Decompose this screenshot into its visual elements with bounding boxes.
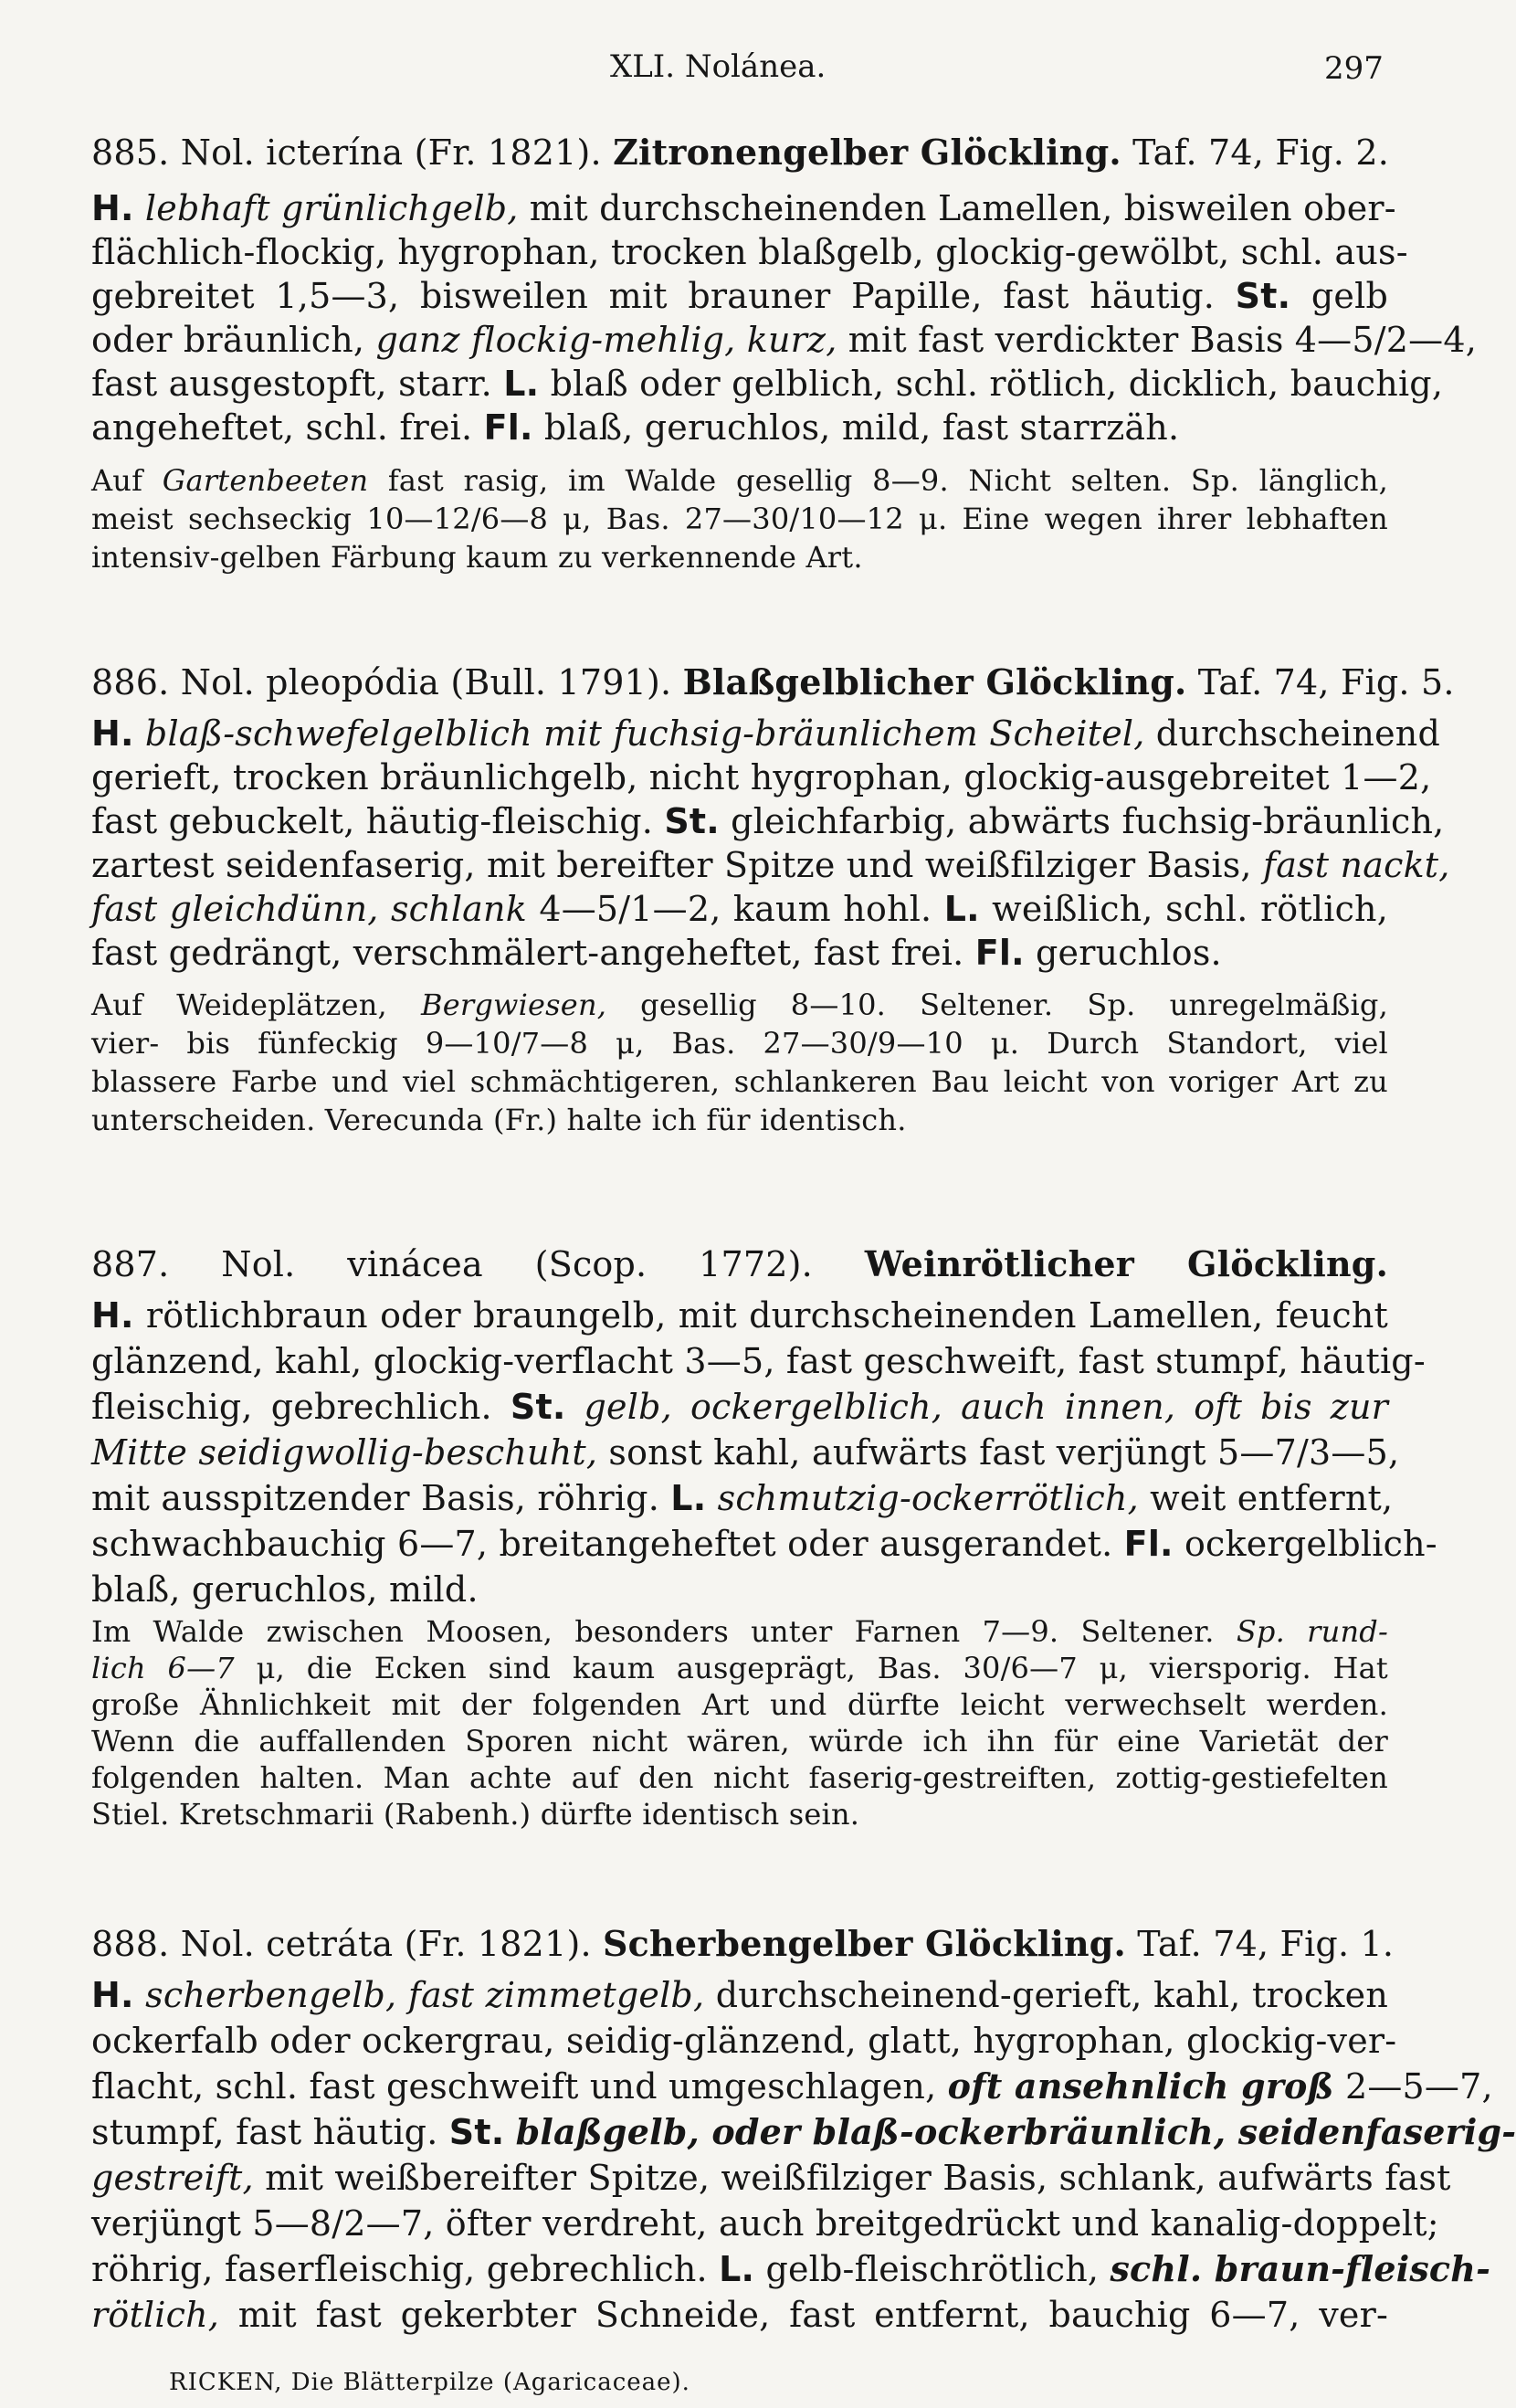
text-run: blaß, geruchlos, mild, fast starrzäh. bbox=[532, 407, 1180, 448]
text-run: 885. Nol. icterína (Fr. 1821). bbox=[91, 132, 614, 173]
note-line bbox=[91, 987, 1388, 1022]
text-run: 2—5—7, bbox=[1333, 2066, 1493, 2107]
text-run: fast gedrängt, verschmälert-angeheftet, fast frei. bbox=[91, 933, 975, 973]
entry-line bbox=[91, 1569, 1388, 1610]
text-run bbox=[134, 713, 145, 754]
note-line bbox=[91, 1724, 1388, 1758]
entry-line bbox=[91, 232, 1408, 272]
text-run: mit durchscheinenden Lamellen, bisweilen ober- bbox=[518, 188, 1396, 228]
running-title: XLI. Nolánea. bbox=[610, 48, 826, 85]
text-run: folgenden halten. Man achte auf den nicht faserig-gestreiften, zottig-gestiefelten bbox=[91, 1760, 1388, 1795]
section-marker: L. bbox=[719, 2249, 755, 2289]
text-run: gleichfarbig, abwärts fuchsig-bräunlich, bbox=[719, 801, 1445, 841]
note-line bbox=[91, 1797, 1388, 1832]
text-run: fast gebuckelt, häutig-fleischig. bbox=[91, 801, 665, 841]
text-run: gerieft, trocken bräunlichgelb, nicht hygrophan, glockig-ausgebreitet 1—2, bbox=[91, 757, 1432, 797]
section-marker: H. bbox=[91, 188, 134, 228]
section-marker: St. bbox=[1235, 276, 1291, 316]
entry-line bbox=[91, 364, 1444, 404]
entry-line bbox=[91, 276, 1388, 316]
text-run: gelb-fleischrötlich, bbox=[754, 2249, 1111, 2289]
text-run: 4—5/1—2, kaum hohl. bbox=[526, 889, 944, 929]
text-run: Scherbengelber Glöckling. bbox=[603, 1923, 1126, 1964]
section-marker: H. bbox=[91, 1975, 134, 2015]
note-line bbox=[91, 1064, 1388, 1099]
text-run: mit fast gekerbter Schneide, fast entfernt, bauchig 6—7, ver- bbox=[219, 2295, 1388, 2335]
text-run: fast rasig, im Walde gesellig 8—9. Nicht selten. Sp. länglich, bbox=[368, 463, 1388, 498]
text-run: Gartenbeeten bbox=[162, 463, 369, 498]
text-run: glänzend, kahl, glockig-verflacht 3—5, fast geschweift, fast stumpf, häutig- bbox=[91, 1341, 1426, 1381]
text-run: flächlich-flockig, hygrophan, trocken blaßgelb, glockig-gewölbt, schl. aus- bbox=[91, 232, 1408, 272]
footer-citation: RICKEN, Die Blätterpilze (Agaricaceae). bbox=[169, 2369, 690, 2396]
entry-heading bbox=[91, 132, 1389, 173]
text-run: Taf. 74, Fig. 2. bbox=[1121, 132, 1389, 173]
text-run: sonst kahl, aufwärts fast verjüngt 5—7/3—5, bbox=[597, 1432, 1400, 1473]
text-run: stumpf, fast häutig. bbox=[91, 2112, 449, 2152]
text-run: scherbengelb, fast zimmetgelb, bbox=[145, 1975, 705, 2015]
text-run: 887. Nol. vinácea (Scop. 1772). bbox=[91, 1244, 865, 1284]
entry-line bbox=[91, 1975, 1389, 2015]
note-line bbox=[91, 540, 1388, 575]
text-run: blaß-schwefelgelblich mit fuchsig-bräunlichem Scheitel, bbox=[144, 713, 1145, 754]
entry-line bbox=[91, 933, 1388, 973]
entry-line bbox=[91, 2065, 1493, 2107]
text-run: gelb, ockergelblich, auch innen, oft bis zur bbox=[584, 1387, 1388, 1427]
section-marker: L. bbox=[670, 1478, 707, 1518]
text-run: flacht, schl. fast geschweift und umgeschlagen, bbox=[91, 2066, 948, 2107]
text-run: blaßgelb, oder blaß-ockerbräunlich, seidenfaserig- bbox=[515, 2111, 1516, 2152]
text-run: schmutzig-ockerrötlich, bbox=[717, 1478, 1139, 1518]
text-run: Taf. 74, Fig. 1. bbox=[1126, 1924, 1395, 1964]
entry-line bbox=[91, 2248, 1491, 2289]
entry-line bbox=[91, 2203, 1439, 2244]
text-run: fleischig, gebrechlich. bbox=[91, 1387, 511, 1427]
note-line bbox=[91, 463, 1388, 498]
section-marker: St. bbox=[510, 1387, 566, 1427]
page-number: 297 bbox=[1324, 50, 1384, 87]
text-run: fast nackt, bbox=[1262, 845, 1450, 885]
text-run: vier- bis fünfeckig 9—10/7—8 μ, Bas. 27—30/9—10 μ. Durch Standort, viel bbox=[91, 1026, 1388, 1061]
entry-line bbox=[91, 801, 1445, 841]
text-run: Zitronengelber Glöckling. bbox=[613, 132, 1121, 173]
text-run: durchscheinend-gerieft, kahl, trocken bbox=[704, 1975, 1389, 2015]
entry-line bbox=[91, 1341, 1426, 1381]
section-marker: St. bbox=[664, 801, 720, 841]
entry-heading bbox=[91, 661, 1455, 702]
section-marker: Fl. bbox=[1123, 1524, 1174, 1564]
entry-line bbox=[91, 845, 1450, 885]
text-run: durchscheinend bbox=[1144, 713, 1440, 754]
text-run: blaß, geruchlos, mild. bbox=[91, 1569, 479, 1610]
text-run bbox=[134, 1975, 146, 2015]
text-run: Wenn die auffallenden Sporen nicht wären, würde ich ihn für eine Varietät der bbox=[91, 1724, 1388, 1758]
text-run: weit entfernt, bbox=[1138, 1478, 1394, 1518]
text-run: oder bräunlich, bbox=[91, 320, 376, 360]
text-run: Mitte seidigwollig-beschuht, bbox=[91, 1432, 598, 1473]
text-run: blaß oder gelblich, schl. rötlich, dicklich, bauchig, bbox=[539, 364, 1444, 404]
text-run: intensiv-gelben Färbung kaum zu verkennende Art. bbox=[91, 540, 863, 575]
note-line bbox=[91, 1687, 1388, 1722]
text-run: ganz flockig-mehlig, kurz, bbox=[375, 320, 837, 360]
text-run: verjüngt 5—8/2—7, öfter verdreht, auch breitgedrückt und kanalig-doppelt; bbox=[91, 2203, 1439, 2244]
text-run: lebhaft grünlichgelb, bbox=[144, 188, 519, 228]
text-run: 6—7 bbox=[167, 1651, 235, 1685]
text-run: ockergelblich- bbox=[1173, 1524, 1437, 1564]
entry-line bbox=[91, 1432, 1400, 1473]
text-run: μ, die Ecken sind kaum ausgeprägt, Bas. 30/6—7 μ, viersporig. Hat bbox=[234, 1651, 1388, 1685]
text-run: blassere Farbe und viel schmächtigeren, schlankeren Bau leicht von voriger Art zu bbox=[91, 1064, 1388, 1099]
text-run: mit weißbereifter Spitze, weißfilziger Basis, schlank, aufwärts fast bbox=[253, 2158, 1451, 2198]
entry-heading bbox=[91, 1923, 1395, 1964]
text-run: gebreitet 1,5—3, bisweilen mit brauner Papille, fast häutig. bbox=[91, 276, 1236, 316]
text-run: zartest seidenfaserig, mit bereifter Spitze und weißfilziger Basis, bbox=[91, 845, 1263, 885]
text-run: fast gleichdünn, schlank bbox=[91, 889, 527, 929]
entry-line bbox=[91, 2295, 1388, 2335]
text-run: meist sechseckig 10—12/6—8 μ, Bas. 27—30/10—12 μ. Eine wegen ihrer lebhaften bbox=[91, 502, 1388, 536]
text-run: lich bbox=[91, 1651, 146, 1685]
text-run: Taf. 74, Fig. 5. bbox=[1186, 662, 1455, 702]
note-line bbox=[91, 502, 1388, 536]
text-run bbox=[146, 1651, 168, 1685]
text-run: mit fast verdickter Basis 4—5/2—4, bbox=[837, 320, 1477, 360]
text-run: große Ähnlichkeit mit der folgenden Art und dürfte leicht verwechselt werden. bbox=[91, 1687, 1388, 1722]
text-run bbox=[565, 1387, 584, 1427]
section-marker: L. bbox=[503, 364, 540, 404]
note-line bbox=[91, 1614, 1388, 1649]
text-run: Blaßgelblicher Glöckling. bbox=[682, 661, 1187, 702]
text-run: 888. Nol. cetráta (Fr. 1821). bbox=[91, 1924, 604, 1964]
text-run: gelb bbox=[1290, 276, 1388, 316]
text-run: Bergwiesen, bbox=[420, 987, 607, 1022]
text-run: Sp. rund- bbox=[1236, 1614, 1388, 1649]
section-marker: Fl. bbox=[974, 933, 1025, 973]
text-run: angeheftet, schl. frei. bbox=[91, 407, 484, 448]
entry-line bbox=[91, 889, 1388, 929]
section-marker: H. bbox=[91, 713, 134, 754]
text-run: unterscheiden. Verecunda (Fr.) halte ich für identisch. bbox=[91, 1103, 907, 1137]
text-run: rötlich, bbox=[91, 2295, 220, 2335]
text-run bbox=[706, 1478, 717, 1518]
note-line bbox=[91, 1105, 1388, 1135]
entry-line bbox=[91, 713, 1440, 754]
text-run: schl. braun-fleisch- bbox=[1110, 2248, 1491, 2289]
text-run: Im Walde zwischen Moosen, besonders unter Farnen 7—9. Seltener. bbox=[91, 1614, 1237, 1649]
entry-line bbox=[91, 407, 1388, 448]
entry-line bbox=[91, 320, 1477, 360]
text-run: gestreift, bbox=[91, 2158, 254, 2198]
text-run: schwachbauchig 6—7, breitangeheftet oder ausgerandet. bbox=[91, 1524, 1124, 1564]
text-run bbox=[504, 2112, 515, 2152]
entry-heading bbox=[91, 1243, 1388, 1284]
section-marker: H. bbox=[91, 1295, 134, 1336]
entry-line bbox=[91, 757, 1432, 797]
text-run: rötlichbraun oder braungelb, mit durchscheinenden Lamellen, feucht bbox=[133, 1295, 1388, 1336]
note-line bbox=[91, 1760, 1388, 1795]
text-run: Stiel. Kretschmarii (Rabenh.) dürfte identisch sein. bbox=[91, 1797, 860, 1832]
text-run: Weinrötlicher Glöckling. bbox=[864, 1243, 1388, 1284]
entry-line bbox=[91, 1524, 1437, 1564]
text-run: geruchlos. bbox=[1024, 933, 1222, 973]
text-run bbox=[134, 188, 145, 228]
text-run: mit ausspitzender Basis, röhrig. bbox=[91, 1478, 671, 1518]
text-run: 886. Nol. pleopódia (Bull. 1791). bbox=[91, 662, 683, 702]
note-line bbox=[91, 1026, 1388, 1061]
entry-line bbox=[91, 1295, 1388, 1336]
note-line bbox=[91, 1653, 1388, 1683]
text-run: fast ausgestopft, starr. bbox=[91, 364, 504, 404]
section-marker: Fl. bbox=[483, 407, 533, 448]
text-run: gesellig 8—10. Seltener. Sp. unregelmäßig, bbox=[606, 987, 1388, 1022]
entry-line bbox=[91, 1478, 1394, 1518]
text-run: Auf Weideplätzen, bbox=[91, 987, 421, 1022]
entry-line bbox=[91, 2111, 1516, 2152]
text-run: röhrig, faserfleischig, gebrechlich. bbox=[91, 2249, 720, 2289]
text-run: ockerfalb oder ockergrau, seidig-glänzend, glatt, hygrophan, glockig-ver- bbox=[91, 2021, 1397, 2061]
text-run: weißlich, schl. rötlich, bbox=[979, 889, 1388, 929]
entry-line bbox=[91, 2158, 1451, 2198]
section-marker: L. bbox=[943, 889, 980, 929]
entry-line bbox=[91, 2021, 1397, 2061]
section-marker: St. bbox=[448, 2112, 505, 2152]
text-run: Auf bbox=[91, 463, 163, 498]
entry-line bbox=[91, 1387, 1388, 1427]
entry-line bbox=[91, 188, 1396, 228]
text-run: oft ansehnlich groß bbox=[947, 2065, 1334, 2107]
